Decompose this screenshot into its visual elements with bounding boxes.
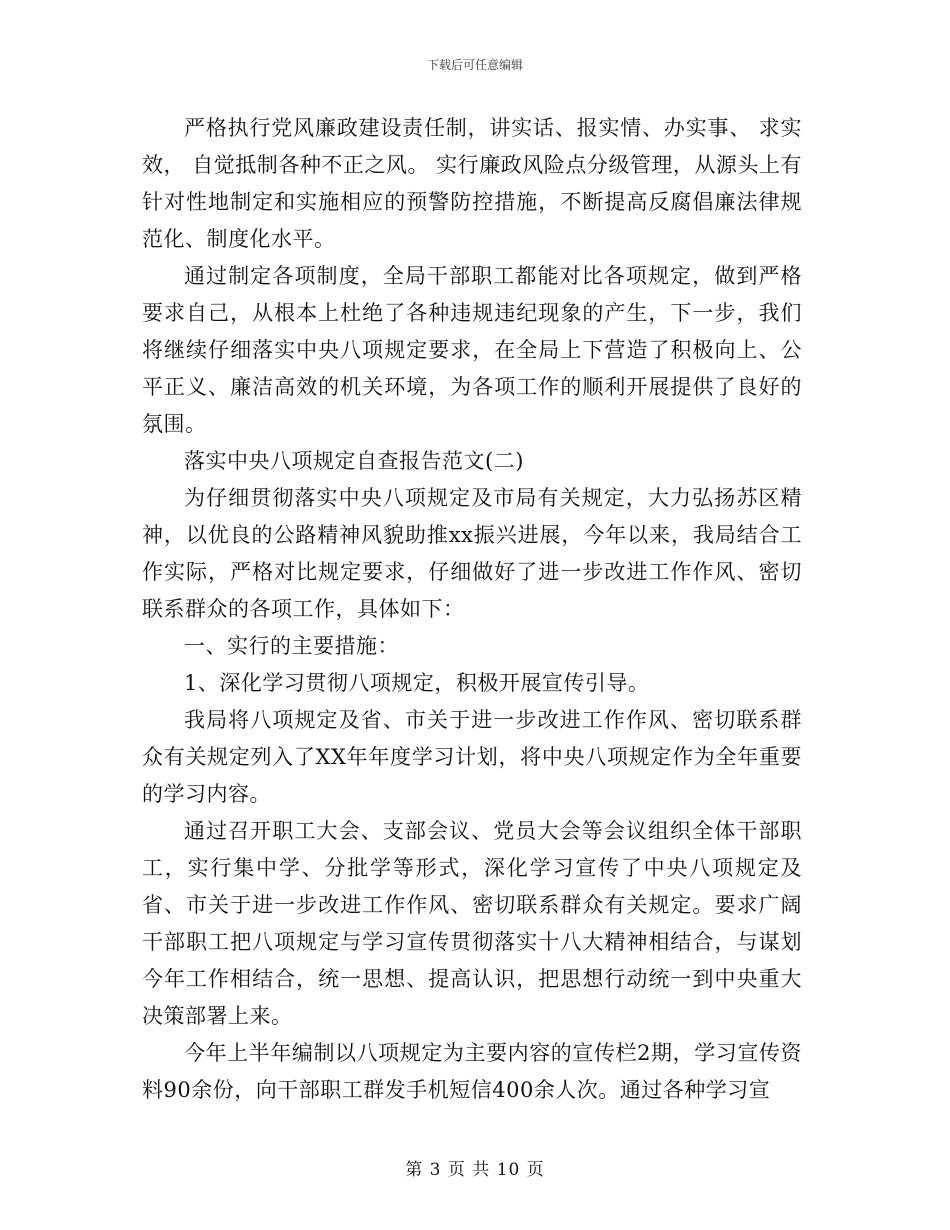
- section-title: 落实中央八项规定自查报告范文(二): [184, 449, 524, 473]
- subheading-measures: 一、实行的主要措施：: [184, 634, 399, 658]
- document-body: [142, 110, 802, 1109]
- paragraph-2: 通过制定各项制度，全局干部职工都能对比各项规定，做到严格要求自己，从根本上杜绝了各种违规违纪现象的产生，下一步，我们将继续仔细落实中央八项规定要求，在全局上下营造了积极向上、公平正义、廉洁高效的机关环境，为各项工作的顺利开展提供了良好的氛围。: [142, 264, 802, 436]
- page-header-note: 下载后可任意编辑: [426, 58, 523, 72]
- paragraph-1: 严格执行党风廉政建设责任制，讲实话、报实情、办实事、 求实效， 自觉抵制各种不正之风。 实行廉政风险点分级管理，从源头上有针对性地制定和实施相应的预警防控措施，不断提高反腐倡廉法律规范化、制度化水平。: [142, 116, 802, 251]
- paragraph-6: 今年上半年编制以八项规定为主要内容的宣传栏2期，学习宣传资料90余份，向干部职工群发手机短信400余人次。通过各种学习宣: [142, 1041, 802, 1102]
- paragraph-3: 为仔细贯彻落实中央八项规定及市局有关规定，大力弘扬苏区精神，以优良的公路精神风貌助推xx振兴进展，今年以来，我局结合工作实际，严格对比规定要求，仔细做好了进一步改进工作作风、密切联系群众的各项工作，具体如下：: [142, 486, 802, 621]
- subheading-item-1: 1、深化学习贯彻八项规定，积极开展宣传引导。: [184, 671, 650, 695]
- paragraph-5: 通过召开职工大会、支部会议、党员大会等会议组织全体干部职工，实行集中学、分批学等形式，深化学习宣传了中央八项规定及省、市关于进一步改进工作作风、密切联系群众有关规定。要求广阔干部职工把八项规定与学习宣传贯彻落实十八大精神相结合，与谋划今年工作相结合，统一思想、提高认识，把思想行动统一到中央重大决策部署上来。: [142, 819, 802, 1028]
- page-number-footer: 第 3 页 共 10 页: [405, 1160, 545, 1180]
- paragraph-4: 我局将八项规定及省、市关于进一步改进工作作风、密切联系群众有关规定列入了XX年年度学习计划，将中央八项规定作为全年重要的学习内容。: [142, 708, 802, 806]
